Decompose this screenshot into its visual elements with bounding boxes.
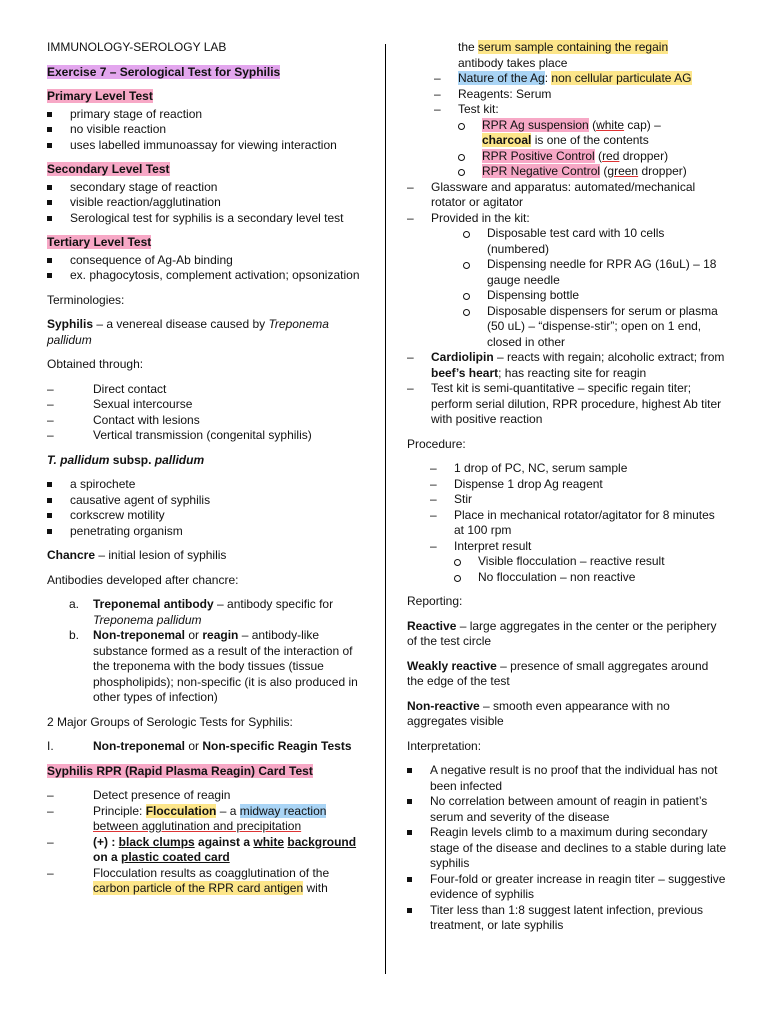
list-item: secondary stage of reaction — [47, 180, 365, 196]
kit-items — [458, 118, 727, 180]
interpretation-list — [407, 763, 727, 934]
list-item: ex. phagocytosis, complement activation; opsonization — [47, 268, 365, 284]
list-item: No flocculation – non reactive — [454, 570, 727, 586]
list-item: no visible reaction — [47, 122, 365, 138]
list-item: corkscrew motility — [47, 508, 365, 524]
list-item: – Test kit: — [434, 102, 499, 116]
list-item: Serological test for syphilis is a secondary level test — [47, 211, 365, 227]
doc-title: IMMUNOLOGY-SEROLOGY LAB — [47, 40, 227, 54]
list-item: penetrating organism — [47, 524, 365, 540]
terminologies-label: Terminologies: — [47, 292, 125, 307]
apparatus-section — [407, 180, 727, 428]
obtained-list — [47, 382, 365, 444]
list-item: – Direct contact — [47, 381, 167, 396]
rpr-list — [47, 788, 365, 897]
exercise-heading: Exercise 7 – Serological Test for Syphilis — [47, 64, 281, 79]
list-item: – Vertical transmission (congenital syphilis) — [47, 428, 312, 442]
chancre-definition: Chancre – initial lesion of syphilis — [47, 548, 227, 562]
list-item: Disposable dispensers for serum or plasma (50 uL) – “dispense-stir”; open on 1 end, closed in other — [463, 304, 727, 351]
list-item: Four-fold or greater increase in reagin titer – suggestive evidence of syphilis — [407, 872, 727, 903]
list-item: – Dispense 1 drop Ag reagent — [430, 476, 603, 491]
list-item: consequence of Ag-Ab binding — [47, 253, 365, 269]
list-item: b. Non-treponemal or reagin – antibody-like substance formed as a result of the interaction of the treponema with the body tissues (tissue phospholipids); non-specific (it is also produced in other types of infection) — [69, 628, 358, 704]
list-item: Reagin levels climb to a maximum during secondary stage of the disease and declines to a stable during late syphilis — [407, 825, 727, 872]
secondary-heading: Secondary Level Test — [47, 162, 170, 176]
interpret-items — [454, 554, 727, 585]
tp-list — [47, 477, 365, 539]
report-non-reactive: Non-reactive – smooth even appearance with no aggregates visible — [407, 698, 670, 728]
list-item: – Principle: Flocculation – a midway reaction between agglutination and precipitation — [47, 803, 327, 833]
list-item: – Flocculation results as coagglutination of the carbon particle of the RPR card antigen with — [47, 865, 330, 895]
interpretation-label: Interpretation: — [407, 738, 482, 753]
group-one: I. Non-treponemal or Non-specific Reagin Tests — [47, 739, 352, 753]
list-item: a spirochete — [47, 477, 365, 493]
syphilis-definition: Syphilis – a venereal disease caused by Treponema pallidum — [47, 317, 329, 347]
list-item: causative agent of syphilis — [47, 493, 365, 509]
list-item: RPR Ag suspension (white cap) – charcoal is one of the contents — [458, 118, 727, 149]
procedure-label: Procedure: — [407, 436, 466, 451]
list-item: RPR Negative Control (green dropper) — [458, 164, 727, 180]
list-item: – 1 drop of PC, NC, serum sample — [430, 461, 628, 475]
reporting-label: Reporting: — [407, 594, 463, 608]
list-item: Disposable test card with 10 cells (numbered) — [463, 226, 727, 257]
primary-list — [47, 107, 365, 154]
list-item: – Sexual intercourse — [47, 397, 193, 411]
list-item: Titer less than 1:8 suggest latent infection, previous treatment, or late syphilis — [407, 903, 727, 934]
list-item: primary stage of reaction — [47, 107, 365, 123]
list-item: uses labelled immunoassay for viewing interaction — [47, 138, 365, 154]
list-item: A negative result is no proof that the individual has not been infected — [407, 763, 727, 794]
column-divider — [385, 44, 386, 974]
list-item: – Interpret result — [430, 538, 532, 553]
list-item: – Provided in the kit: — [407, 210, 530, 225]
list-item: – Glassware and apparatus: automated/mechanical rotator or agitator — [407, 179, 696, 209]
right-column — [407, 40, 727, 934]
tertiary-list — [47, 253, 365, 284]
list-item: – Place in mechanical rotator/agitator for 8 minutes at 100 rpm — [430, 507, 715, 537]
tp-heading: T. pallidum subsp. pallidum — [47, 452, 205, 467]
list-item: – Stir — [430, 492, 472, 506]
kit-section — [434, 71, 727, 180]
list-item: Visible flocculation – reactive result — [454, 554, 727, 570]
list-item: – Cardiolipin – reacts with regain; alcoholic extract; from beef’s heart; has reacting site for reagin — [407, 350, 725, 380]
antibodies-label: Antibodies developed after chancre: — [47, 572, 239, 587]
report-reactive: Reactive – large aggregates in the center or the periphery of the test circle — [407, 618, 717, 648]
obtained-label: Obtained through: — [47, 357, 144, 371]
list-item: – Reagents: Serum — [434, 86, 552, 101]
report-weakly-reactive: Weakly reactive – presence of small aggregates around the edge of the test — [407, 658, 709, 688]
list-item: visible reaction/agglutination — [47, 195, 365, 211]
left-column — [47, 40, 365, 897]
list-item: – (+) : black clumps against a white background on a plastic coated card — [47, 834, 357, 864]
continuation-text: the serum sample containing the regain antibody takes place — [458, 40, 669, 70]
secondary-list — [47, 180, 365, 227]
list-item: Dispensing bottle — [463, 288, 727, 304]
list-item: – Detect presence of reagin — [47, 788, 231, 802]
procedure-list — [430, 461, 727, 585]
list-item: a. Treponemal antibody – antibody specific for Treponema pallidum — [69, 597, 334, 627]
list-item: RPR Positive Control (red dropper) — [458, 149, 727, 165]
primary-heading: Primary Level Test — [47, 89, 153, 103]
list-item: – Test kit is semi-quantitative – specific regain titer; perform serial dilution, RPR procedure, highest Ab titer with positive reaction — [407, 381, 722, 426]
list-item: No correlation between amount of reagin in patient’s serum and severity of the disease — [407, 794, 727, 825]
rpr-heading: Syphilis RPR (Rapid Plasma Reagin) Card Test — [47, 763, 313, 778]
list-item: – Nature of the Ag: non cellular particulate AG — [434, 71, 692, 85]
provided-items — [463, 226, 727, 350]
groups-label: 2 Major Groups of Serologic Tests for Syphilis: — [47, 714, 293, 729]
list-item: – Contact with lesions — [47, 412, 200, 427]
antibodies-list — [47, 597, 365, 706]
list-item: Dispensing needle for RPR AG (16uL) – 18 gauge needle — [463, 257, 727, 288]
tertiary-heading: Tertiary Level Test — [47, 235, 152, 249]
